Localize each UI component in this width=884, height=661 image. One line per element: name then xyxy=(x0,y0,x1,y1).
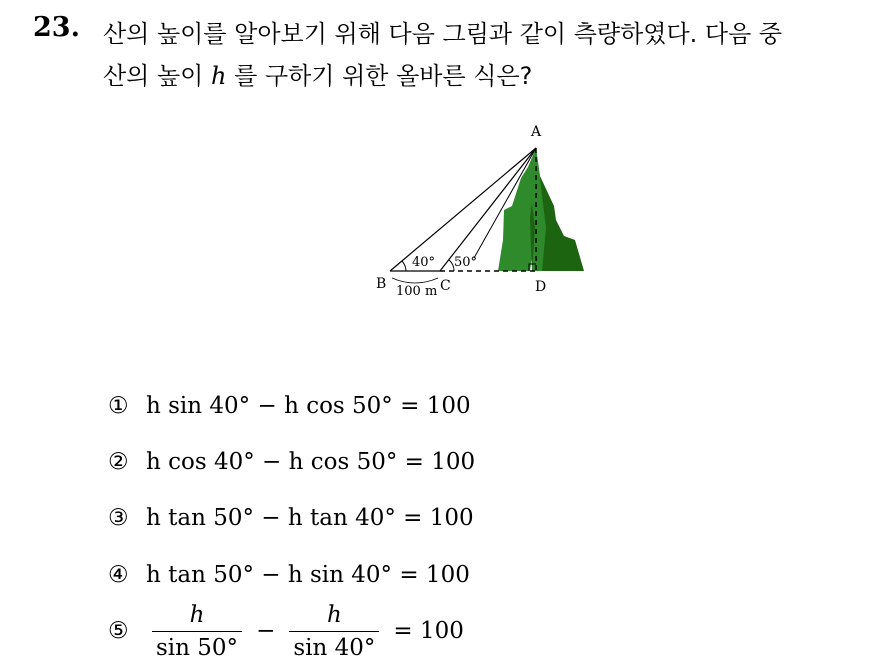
fraction-1-numerator: h xyxy=(189,601,205,628)
label-B: B xyxy=(376,276,387,292)
answer-choice-5[interactable] xyxy=(108,601,472,661)
variable-h: h xyxy=(211,62,227,90)
choice-expression-2: h cos 40° − h cos 50° = 100 xyxy=(146,449,476,475)
answer-choice-3[interactable] xyxy=(108,498,474,538)
question-number: 23. xyxy=(33,12,80,43)
choice-expression-1: h sin 40° − h cos 50° = 100 xyxy=(146,393,471,419)
angle-label-B: 40° xyxy=(412,255,436,270)
distance-label: 100 m xyxy=(396,284,438,299)
question-text-line2 xyxy=(103,56,532,91)
distance-brace xyxy=(392,278,438,283)
fraction-1 xyxy=(152,602,242,661)
label-C: C xyxy=(440,278,451,294)
choice-expression-3: h tan 50° − h tan 40° = 100 xyxy=(146,505,474,531)
choice-marker-2: ② xyxy=(108,449,129,475)
question-text-part: 산의 높이 xyxy=(103,62,204,90)
mountain-diagram xyxy=(370,118,600,303)
label-A: A xyxy=(531,124,542,140)
choice-marker-5: ⑤ xyxy=(108,618,129,644)
answer-choice-4[interactable] xyxy=(108,555,470,595)
choice-expression-4: h tan 50° − h sin 40° = 100 xyxy=(146,562,470,588)
answer-choice-2[interactable] xyxy=(108,442,475,482)
answer-choice-1[interactable] xyxy=(108,386,471,426)
choice-marker-3: ③ xyxy=(108,505,129,531)
fraction-1-denominator: sin 50° xyxy=(152,631,242,661)
label-D: D xyxy=(535,279,547,295)
minus-operator: − xyxy=(256,618,276,644)
angle-arc-B xyxy=(402,261,406,271)
fraction-2-denominator: sin 40° xyxy=(289,631,379,661)
equals-rhs: = 100 xyxy=(393,618,464,644)
mountain-figure xyxy=(370,118,600,303)
fraction-2-numerator: h xyxy=(326,601,342,628)
angle-label-C: 50° xyxy=(454,255,478,270)
question-text-part: 를 구하기 위한 올바른 식은? xyxy=(234,62,533,90)
question-text-line1: 산의 높이를 알아보기 위해 다음 그림과 같이 측량하였다. 다음 중 xyxy=(103,20,783,48)
choice-marker-4: ④ xyxy=(108,562,129,588)
choice-marker-1: ① xyxy=(108,393,129,419)
fraction-2 xyxy=(289,602,379,661)
